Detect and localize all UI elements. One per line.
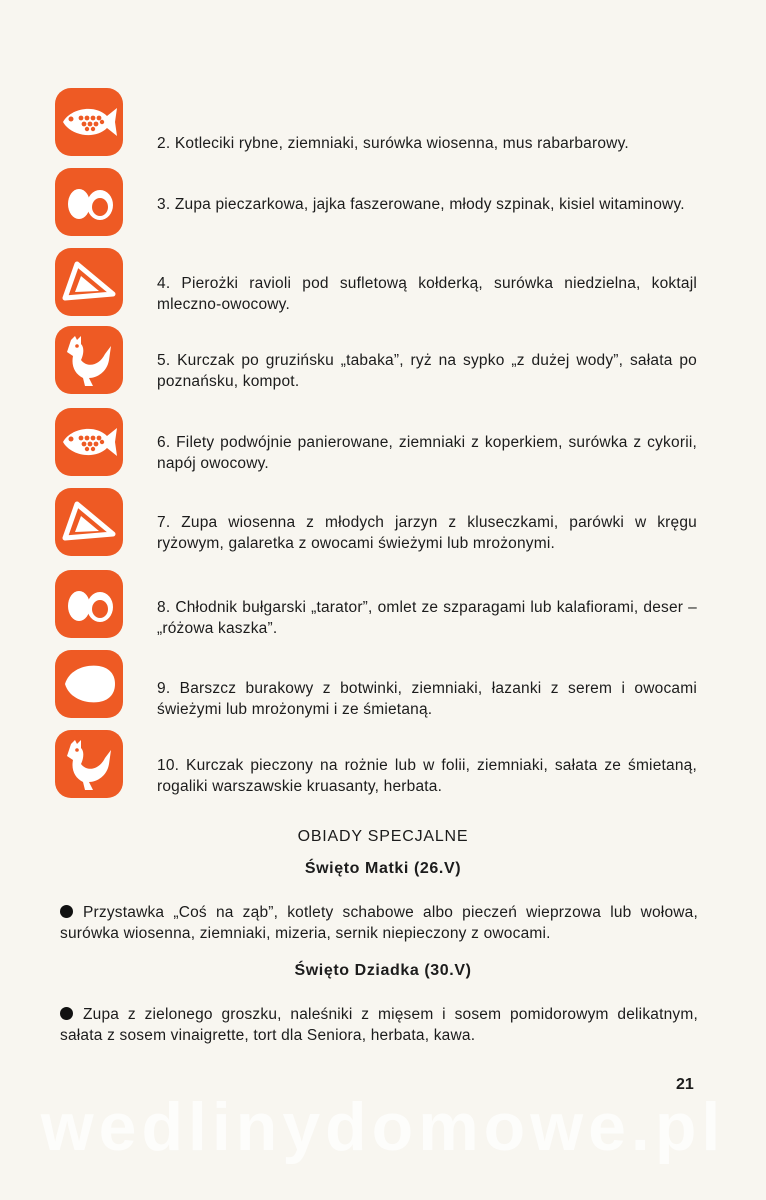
menu-item-text: 2. Kotleciki rybne, ziemniaki, surówka wiosenna, mus rabarbarowy. xyxy=(157,135,629,152)
bullet-icon xyxy=(60,905,73,918)
page-number: 21 xyxy=(676,1076,694,1093)
event-title: Święto Dziadka (30.V) xyxy=(294,962,472,979)
menu-item xyxy=(0,248,766,328)
fish-icon xyxy=(55,408,123,476)
rooster-icon xyxy=(55,730,123,798)
menu-item-text: 4. Pierożki ravioli pod sufletową kołderką, surówka niedzielna, koktajl mleczno-owocowy. xyxy=(157,275,697,313)
menu-item-text: 7. Zupa wiosenna z młodych jarzyn z kluseczkami, parówki w kręgu ryżowym, galaretka z owocami świeżymi lub mrożonymi. xyxy=(157,514,697,552)
menu-item-text: 10. Kurczak pieczony na rożnie lub w folii, ziemniaki, sałata ze śmietaną, rogaliki warszawskie kruasanty, herbata. xyxy=(157,757,697,795)
section-heading: OBIADY SPECJALNE xyxy=(297,828,469,845)
event-text xyxy=(60,902,698,944)
menu-item xyxy=(0,326,766,406)
menu-item xyxy=(0,408,766,488)
eggs-icon xyxy=(55,570,123,638)
menu-item-text: 5. Kurczak po gruzińsku „tabaka”, ryż na sypko „z dużej wody”, sałata po poznańsku, kompot. xyxy=(157,352,697,390)
menu-item-text: 9. Barszcz burakowy z botwinki, ziemniaki, łazanki z serem i owocami świeżymi lub mrożonymi i ze śmietaną. xyxy=(157,680,697,718)
menu-item-text: 8. Chłodnik bułgarski „tarator”, omlet ze szparagami lub kalafiorami, deser – „różowa kaszka”. xyxy=(157,599,697,637)
event-description: Przystawka „Coś na ząb”, kotlety schabowe albo pieczeń wieprzowa lub wołowa, surówka wiosenna, ziemniaki, mizeria, sernik niepieczony z owocami. xyxy=(60,904,698,942)
menu-item xyxy=(0,88,766,168)
bullet-icon xyxy=(60,1007,73,1020)
menu-item xyxy=(0,168,766,248)
fish-icon xyxy=(55,88,123,156)
meat-icon xyxy=(55,248,123,316)
meat-icon xyxy=(55,488,123,556)
menu-item xyxy=(0,730,766,810)
watermark: wedlinydomowe.pl xyxy=(40,1089,726,1165)
menu-item-text: 6. Filety podwójnie panierowane, ziemniaki z koperkiem, surówka z cykorii, napój owocowy. xyxy=(157,434,697,472)
rooster-icon xyxy=(55,326,123,394)
event-title: Święto Matki (26.V) xyxy=(304,860,462,877)
menu-item-text: 3. Zupa pieczarkowa, jajka faszerowane, młody szpinak, kisiel witaminowy. xyxy=(157,196,685,213)
menu-item xyxy=(0,488,766,568)
strawberry-icon xyxy=(55,650,123,718)
menu-item xyxy=(0,570,766,650)
event-text xyxy=(60,1004,698,1046)
menu-item xyxy=(0,650,766,730)
event-description: Zupa z zielonego groszku, naleśniki z mięsem i sosem pomidorowym delikatnym, sałata z sosem vinaigrette, tort dla Seniora, herbata, kawa. xyxy=(60,1006,698,1044)
eggs-icon xyxy=(55,168,123,236)
